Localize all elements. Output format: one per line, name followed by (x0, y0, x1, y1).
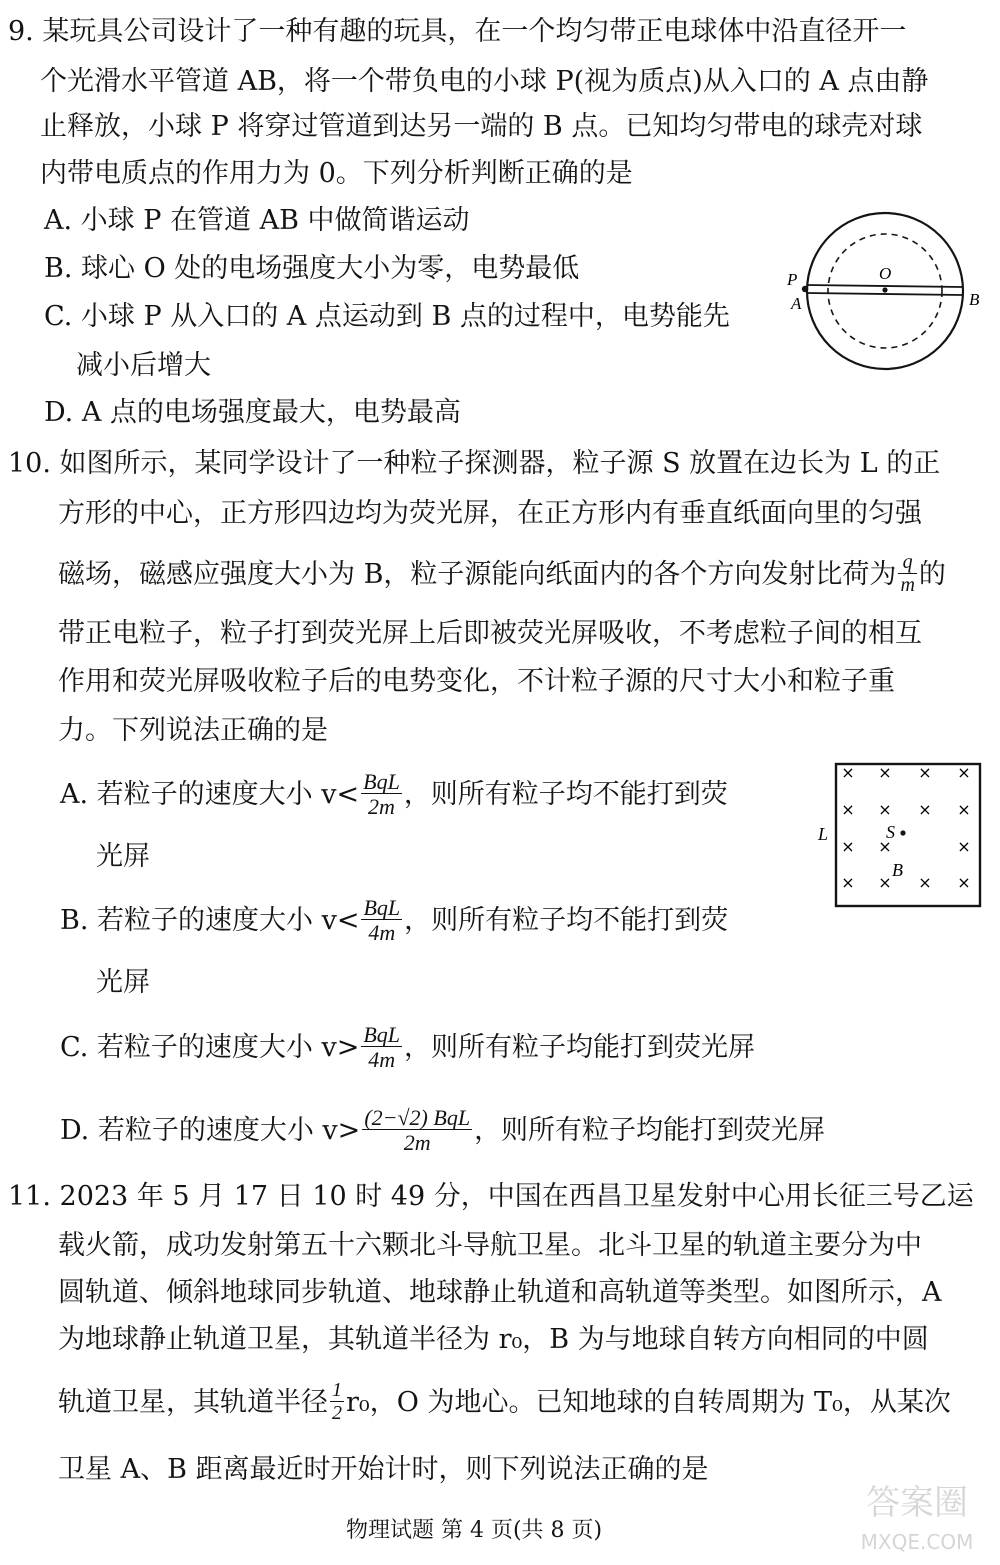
q11-stem-line-5 (58, 1380, 951, 1425)
q11-stem-line-6: 卫星 A、B 距离最近时开始计时，则下列说法正确的是 (58, 1454, 709, 1485)
q11-stem-line-3: 圆轨道、倾斜地球同步轨道、地球静止轨道和高轨道等类型。如图所示，A (58, 1277, 942, 1308)
q9-stem-line-2: 个光滑水平管道 AB，将一个带负电的小球 P(视为质点)从入口的 A 点由静 (40, 66, 929, 97)
q9-stem-line-3: 止释放，小球 P 将穿过管道到达另一端的 B 点。已知均匀带电的球壳对球 (40, 111, 923, 142)
label-p: P (787, 270, 798, 289)
q10-line-3-text: 磁场，磁感应强度大小为 B，粒子源能向纸面内的各个方向发射比荷为 (58, 559, 897, 590)
ratio-denominator: m (900, 574, 915, 596)
center-o (882, 287, 887, 292)
fraction-denominator: 4m (361, 1046, 402, 1072)
page-footer: 物理试题 第 4 页(共 8 页) (346, 1518, 603, 1543)
q10-option-b-tail: ，则所有粒子均不能打到荧 (404, 905, 729, 937)
field-cross: × (878, 763, 892, 782)
q10-option-c-text: C. 若粒子的速度大小 v> (60, 1032, 360, 1064)
fraction-numerator: (2−√2) BqL (364, 1105, 471, 1130)
q10-option-c-fraction (361, 1023, 402, 1072)
fraction-denominator: 2m (362, 1129, 472, 1155)
q10-line-3-tail: 的 (918, 559, 946, 590)
site-watermark-logo (842, 1469, 992, 1559)
q9-option-a: A. 小球 P 在管道 AB 中做简谐运动 (44, 205, 470, 236)
half-fraction (330, 1380, 344, 1425)
field-cross: × (878, 873, 892, 892)
q9-option-c-continued: 减小后增大 (76, 350, 211, 381)
q9-option-d: D. A 点的电场强度最大，电势最高 (44, 397, 461, 428)
field-cross: × (957, 800, 971, 819)
q10-option-d-tail: ，则所有粒子均能打到荧光屏 (474, 1115, 826, 1147)
label-s: S (886, 822, 895, 842)
field-cross: × (878, 837, 892, 856)
q10-option-b-continued: 光屏 (96, 967, 150, 998)
q9-option-b: B. 球心 O 处的电场强度大小为零，电势最低 (44, 253, 580, 284)
q10-option-c-tail: ，则所有粒子均能打到荧光屏 (404, 1032, 756, 1064)
magnetic-field-crosses (841, 763, 970, 892)
q10-option-b (60, 896, 728, 945)
q11-line-5-tail: r₀，O 为地心。已知地球的自转周期为 T₀，从某次 (346, 1387, 951, 1418)
q10-stem-line-3 (58, 552, 946, 597)
q11-line-5-text: 轨道卫星，其轨道半径 (58, 1387, 328, 1418)
field-cross: × (841, 873, 855, 892)
q9-option-c: C. 小球 P 从入口的 A 点运动到 B 点的过程中，电势能先 (44, 301, 730, 332)
tube-bottom-wall (807, 293, 963, 295)
field-cross: × (957, 837, 971, 856)
label-l: L (818, 824, 829, 844)
fraction-numerator: BqL (363, 769, 400, 794)
q10-stem-line-2: 方形的中心，正方形四边均为荧光屏，在正方形内有垂直纸面向里的匀强 (58, 498, 922, 529)
label-b: B (892, 860, 903, 880)
ratio-numerator: q (902, 551, 913, 573)
watermark-line-2: MXQE.COM (860, 1530, 974, 1554)
q10-option-d-fraction (362, 1106, 472, 1155)
q11-stem-line-4: 为地球静止轨道卫星，其轨道半径为 r₀，B 为与地球自转方向相同的中圆 (58, 1324, 929, 1355)
field-cross: × (957, 873, 971, 892)
q10-option-b-fraction (361, 896, 402, 945)
q9-stem-line-4: 内带电质点的作用力为 0。下列分析判断正确的是 (40, 158, 633, 189)
q9-stem-line-1: 9. 某玩具公司设计了一种有趣的玩具，在一个均匀带正电球体中沿直径开一 (8, 16, 907, 47)
fraction-numerator: 1 (332, 1379, 342, 1401)
q10-stem-line-4: 带正电粒子，粒子打到荧光屏上后即被荧光屏吸收，不考虑粒子间的相互 (58, 618, 922, 649)
label-a: A (791, 294, 802, 313)
source-s (900, 830, 905, 835)
q10-stem-line-1: 10. 如图所示，某同学设计了一种粒子探测器，粒子源 S 放置在边长为 L 的正 (8, 448, 941, 479)
q10-option-d (60, 1106, 825, 1155)
field-cross: × (918, 763, 932, 782)
charge-mass-ratio (898, 552, 916, 597)
fraction-denominator: 2 (332, 1402, 342, 1424)
ball-p (802, 286, 808, 292)
field-cross: × (878, 800, 892, 819)
q11-stem-line-2: 载火箭，成功发射第五十六颗北斗导航卫星。北斗卫星的轨道主要分为中 (58, 1230, 922, 1261)
field-cross: × (918, 873, 932, 892)
q10-option-b-text: B. 若粒子的速度大小 v< (60, 905, 360, 937)
q10-option-a-continued: 光屏 (96, 841, 150, 872)
field-cross: × (918, 800, 932, 819)
q10-option-d-text: D. 若粒子的速度大小 v> (60, 1115, 361, 1147)
label-o: O (879, 264, 892, 283)
q10-option-a-fraction (361, 770, 402, 819)
watermark-line-1: 答案圈 (866, 1483, 968, 1523)
q11-stem-line-1: 11. 2023 年 5 月 17 日 10 时 49 分，中国在西昌卫星发射中心用长征三号乙运 (8, 1181, 974, 1212)
field-cross: × (841, 800, 855, 819)
field-cross: × (841, 763, 855, 782)
field-cross: × (957, 763, 971, 782)
label-b: B (969, 290, 980, 309)
q10-option-a (60, 770, 728, 819)
field-cross: × (841, 837, 855, 856)
fraction-numerator: BqL (363, 895, 401, 920)
q10-option-a-text: A. 若粒子的速度大小 v< (60, 779, 360, 811)
fraction-denominator: 2m (361, 793, 402, 819)
q10-option-c (60, 1023, 755, 1072)
q10-stem-line-5: 作用和荧光屏吸收粒子后的电势变化，不计粒子源的尺寸大小和粒子重 (58, 666, 895, 697)
q9-sphere-figure (775, 205, 990, 395)
q10-stem-line-6: 力。下列说法正确的是 (58, 715, 328, 746)
fraction-numerator: BqL (363, 1022, 401, 1047)
q10-option-a-tail: ，则所有粒子均不能打到荧 (403, 779, 728, 811)
fraction-denominator: 4m (361, 919, 402, 945)
tube-top-wall (807, 285, 963, 287)
q10-square-figure (812, 760, 992, 910)
